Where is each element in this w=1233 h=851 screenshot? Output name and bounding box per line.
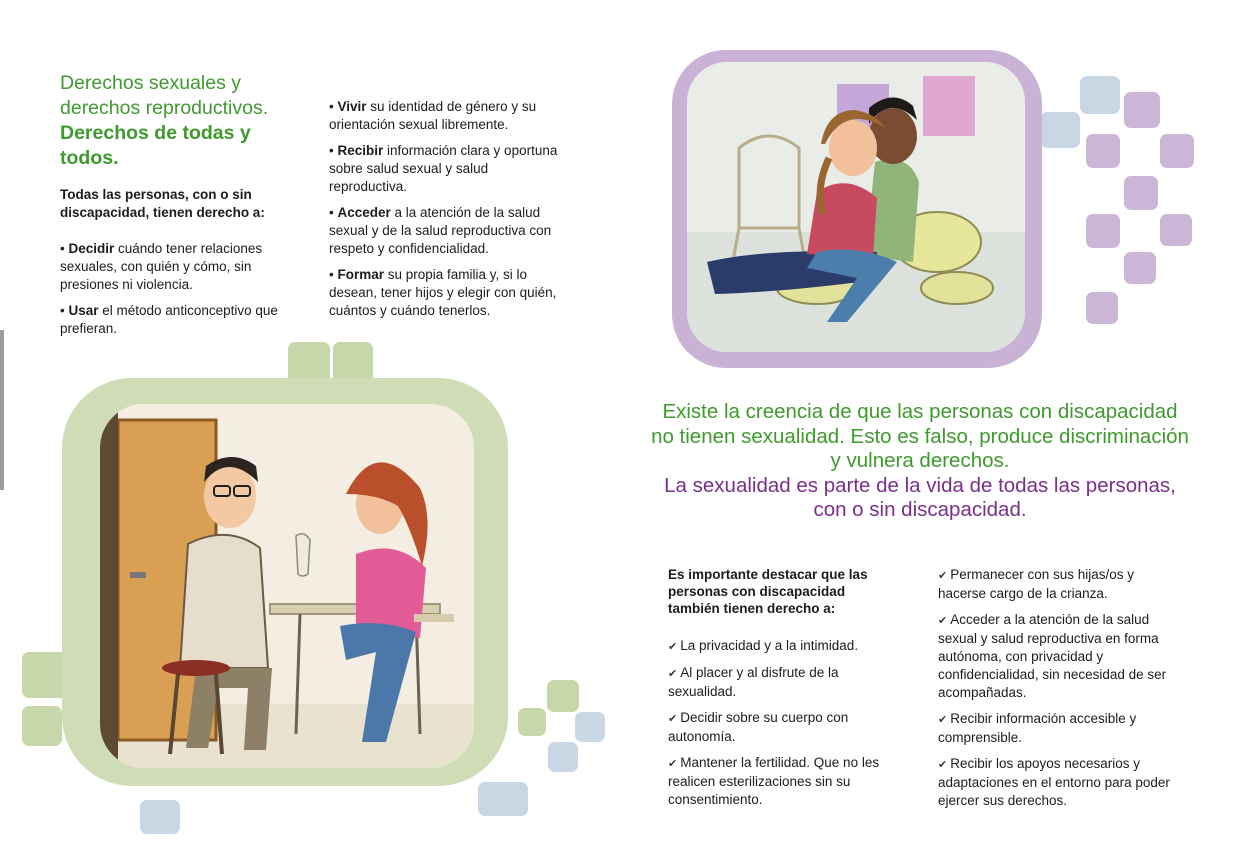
check-item: ✔ Permanecer con sus hijas/os y hacerse cargo de la crianza. (938, 567, 1135, 601)
page-edge (0, 330, 4, 490)
check-icon: ✔ (938, 615, 948, 627)
rights-list-disability-1 (668, 637, 898, 817)
decor-tile (547, 680, 579, 712)
clinic-consultation-illustration (100, 404, 474, 768)
decor-tile (518, 708, 546, 736)
important-intro: Es importante destacar que las personas con discapacidad también tienen derecho a: (668, 567, 868, 616)
decor-tile (1086, 292, 1118, 324)
decor-tile (1124, 252, 1156, 284)
rights-list-middle (329, 98, 569, 328)
couple-illustration (687, 62, 1025, 352)
check-icon: ✔ (668, 668, 678, 680)
rights-list-disability-2 (938, 566, 1178, 818)
check-item: ✔ Mantener la fertilidad. Que no les realicen esterilizaciones sin su consentimiento. (668, 755, 880, 807)
decor-tile (1040, 112, 1080, 148)
section-title (60, 71, 300, 171)
check-item: ✔ Recibir los apoyos necesarios y adaptaciones en el entorno para poder ejercer sus derechos. (938, 756, 1170, 808)
decor-tile (333, 342, 373, 382)
key-message (650, 400, 1190, 523)
check-icon: ✔ (668, 758, 678, 770)
decor-tile (140, 800, 180, 834)
decor-tile (1080, 76, 1120, 114)
decor-tile (478, 782, 528, 816)
right-item: • Acceder a la atención de la salud sexual y de la salud reproductiva con respeto y confidencialidad. (329, 205, 552, 256)
decor-tile (575, 712, 605, 742)
right-item: • Recibir información clara y oportuna sobre salud sexual y salud reproductiva. (329, 143, 558, 194)
title-line-1: Derechos sexuales y derechos reproductivos. (60, 72, 269, 119)
check-icon: ✔ (668, 713, 678, 725)
rights-list-left (60, 240, 300, 346)
right-item: • Formar su propia familia y, si lo desean, tener hijos y elegir con quién, cuántos y cuándo tenerlos. (329, 267, 557, 318)
check-item: ✔ Acceder a la atención de la salud sexual y salud reproductiva en forma autónoma, con privacidad y confidencialidad, sin necesidad de ser acompañadas. (938, 612, 1167, 700)
couple-scene-svg (687, 62, 1025, 352)
decor-tile (1160, 214, 1192, 246)
decor-tile (1160, 134, 1194, 168)
rights-intro: Todas las personas, con o sin discapacidad, tienen derecho a: (60, 187, 265, 220)
key-message-purple: La sexualidad es parte de la vida de todas las personas, con o sin discapacidad. (664, 473, 1176, 521)
check-item: ✔ Al placer y al disfrute de la sexualidad. (668, 665, 839, 699)
check-item: ✔ Recibir información accesible y comprensible. (938, 711, 1137, 745)
check-icon: ✔ (668, 641, 678, 653)
decor-tile (22, 706, 62, 746)
check-item: ✔ La privacidad y a la intimidad. (668, 638, 859, 653)
decor-tile (1086, 134, 1120, 168)
check-item: ✔ Decidir sobre su cuerpo con autonomía. (668, 710, 849, 744)
clinic-scene-svg (100, 404, 474, 768)
right-item: • Usar el método anticonceptivo que prefieran. (60, 303, 278, 336)
check-icon: ✔ (938, 759, 948, 771)
check-icon: ✔ (938, 714, 948, 726)
right-item: • Vivir su identidad de género y su orientación sexual libremente. (329, 99, 537, 132)
check-icon: ✔ (938, 570, 948, 582)
title-line-2: Derechos de todas y todos. (60, 122, 251, 169)
decor-tile (1124, 92, 1160, 128)
decor-tile (548, 742, 578, 772)
right-item: • Decidir cuándo tener relaciones sexuales, con quién y cómo, sin presiones ni violencia. (60, 241, 263, 292)
decor-tile (1124, 176, 1158, 210)
key-message-green: Existe la creencia de que las personas con discapacidad no tienen sexualidad. Esto es falso, produce discriminación y vulnera derechos. (651, 400, 1189, 472)
decor-tile (1086, 214, 1120, 248)
